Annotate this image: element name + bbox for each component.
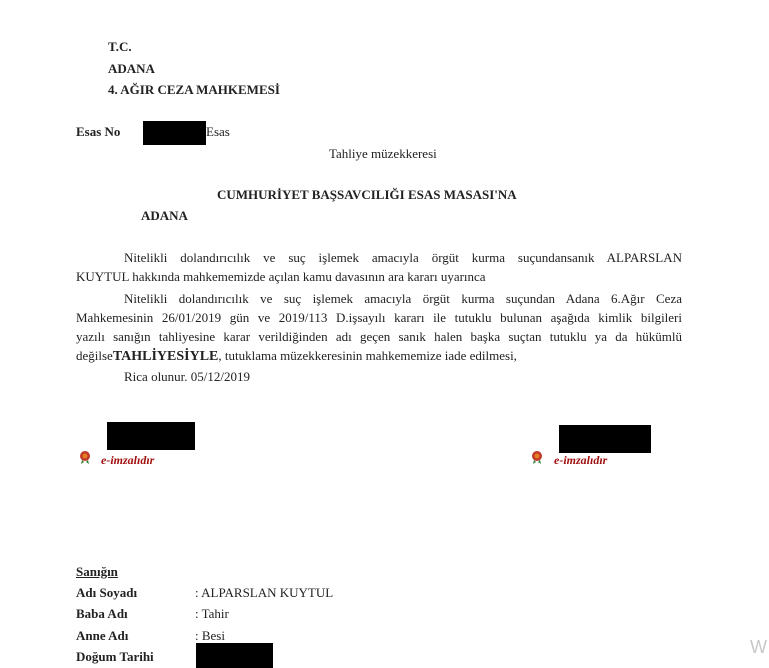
body-line: KUYTUL hakkında mahkememizde açılan kamu davasının ara kararı uyarınca bbox=[76, 269, 486, 284]
field-value-mother: : Besi bbox=[195, 628, 225, 643]
body-line: Nitelikli dolandırıcılık ve suç işlemek amacıyla örgüt kurma suçundansanık ALPARSLAN bbox=[124, 250, 682, 265]
esas-suffix: Esas bbox=[206, 124, 230, 139]
watermark: W bbox=[750, 637, 767, 657]
header-court: 4. AĞIR CEZA MAHKEMESİ bbox=[108, 82, 280, 97]
field-label-father: Baba Adı bbox=[76, 606, 128, 621]
release-emphasis: TAHLİYESİYLE bbox=[112, 349, 219, 364]
field-label-name: Adı Soyadı bbox=[76, 585, 138, 600]
body-line bbox=[76, 346, 682, 366]
e-signature-right: e-imzalıdır bbox=[554, 453, 608, 467]
field-label-birthdate: Doğum Tarihi bbox=[76, 649, 154, 664]
e-signature-left: e-imzalıdır bbox=[101, 453, 155, 467]
body-line: yazılı sanığın tahliyesine karar verildiğinden adı geçen sanık halen başka suçtan tutuklu ya da hükümlü bbox=[76, 329, 682, 344]
recipient-office: CUMHURİYET BAŞSAVCILIĞI ESAS MASASI'NA bbox=[217, 187, 517, 202]
recipient-city: ADANA bbox=[141, 208, 188, 223]
defendant-heading: Sanığın bbox=[76, 564, 118, 579]
header-city: ADANA bbox=[108, 61, 155, 76]
body-text: değilse bbox=[76, 348, 113, 363]
redacted-esas-number bbox=[143, 121, 206, 145]
redacted-signer-left bbox=[107, 422, 195, 450]
body-text: , tutuklama müzekkeresinin mahkememize iade edilmesi, bbox=[218, 348, 517, 363]
document-type: Tahliye müzekkeresi bbox=[329, 146, 437, 161]
closing-line: Rica olunur. 05/12/2019 bbox=[124, 369, 251, 384]
field-label-mother: Anne Adı bbox=[76, 628, 129, 643]
field-value-father: : Tahir bbox=[195, 606, 229, 621]
body-line: Nitelikli dolandırıcılık ve suç işlemek amacıyla örgüt kurma suçundan Adana 6.Ağır Ceza bbox=[124, 291, 682, 306]
esas-label: Esas No bbox=[76, 124, 121, 139]
redacted-birthdate bbox=[196, 643, 273, 668]
field-value-name: : ALPARSLAN KUYTUL bbox=[195, 585, 334, 600]
seal-icon bbox=[78, 450, 92, 464]
body-paragraph-2 bbox=[76, 289, 682, 366]
body-line: Mahkemesinin 26/01/2019 gün ve 2019/113 D.işsayılı kararı ile tutuklu bulunan aşağıda kimlik bilgileri bbox=[76, 310, 682, 325]
body-paragraph-1 bbox=[76, 248, 682, 286]
redacted-signer-right bbox=[559, 425, 651, 453]
header-tc: T.C. bbox=[108, 39, 132, 54]
seal-icon bbox=[530, 450, 544, 464]
